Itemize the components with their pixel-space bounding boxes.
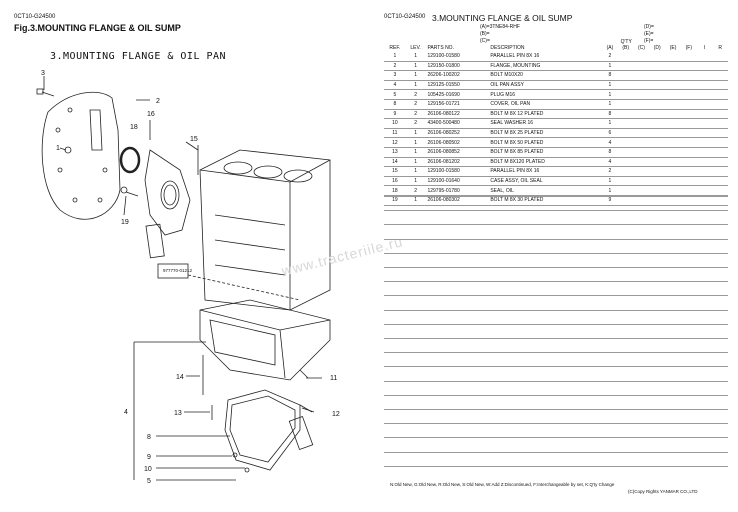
empty-cell xyxy=(618,167,634,177)
table-row xyxy=(384,61,728,71)
empty-cell xyxy=(665,80,681,90)
empty-cell xyxy=(712,119,728,129)
ruled-line xyxy=(384,466,728,467)
ruled-line xyxy=(384,452,728,453)
empty-cell xyxy=(634,157,650,167)
sealant-tube-3 xyxy=(289,417,312,450)
header-lev: LEV. xyxy=(410,44,421,51)
ref-cell: 5 xyxy=(384,90,406,100)
ref-cell: 13 xyxy=(384,147,406,157)
empty-cell xyxy=(634,90,650,100)
ruled-line xyxy=(384,281,728,282)
callout-2: 2 xyxy=(156,98,160,105)
copyright: (C)Copy Rights YANMAR CO.,LTD xyxy=(628,489,698,494)
header-qty-c: (C) xyxy=(637,44,645,51)
callout-19: 19 xyxy=(121,219,129,226)
ref-cell: 15 xyxy=(384,167,406,177)
tube-label-2: 977770-01212 xyxy=(163,268,193,273)
parts-no-cell: 26106-080252 xyxy=(425,128,488,138)
empty-cell xyxy=(697,109,713,119)
ruled-line xyxy=(384,423,728,424)
parts-no-cell: 129795-01780 xyxy=(425,186,488,196)
qty-a-cell: 1 xyxy=(602,186,618,196)
empty-cell xyxy=(697,90,713,100)
empty-cell xyxy=(712,99,728,109)
empty-cell xyxy=(618,176,634,186)
empty-cell xyxy=(649,167,665,177)
empty-cell xyxy=(665,186,681,196)
empty-cell xyxy=(649,80,665,90)
empty-cell xyxy=(681,71,697,81)
description-cell: BOLT M 8X 30 PLATED xyxy=(488,195,602,205)
empty-cell xyxy=(681,157,697,167)
qty-a-cell: 9 xyxy=(602,195,618,205)
empty-cell xyxy=(649,138,665,148)
empty-cell xyxy=(712,71,728,81)
model-e: (E)= xyxy=(644,31,654,37)
table-row xyxy=(384,157,728,167)
qty-a-cell: 4 xyxy=(602,157,618,167)
table-row xyxy=(384,71,728,81)
empty-cell xyxy=(634,167,650,177)
parts-table xyxy=(384,38,728,206)
ref-cell: 2 xyxy=(384,61,406,71)
empty-cell xyxy=(697,128,713,138)
empty-cell xyxy=(634,71,650,81)
empty-cell xyxy=(665,167,681,177)
empty-cell xyxy=(618,138,634,148)
model-b: (B)= xyxy=(480,31,490,37)
empty-cell xyxy=(634,176,650,186)
ref-cell: 19 xyxy=(384,195,406,205)
empty-cell xyxy=(712,109,728,119)
header-description: DESCRIPTION xyxy=(490,44,525,51)
empty-cell xyxy=(681,138,697,148)
empty-cell xyxy=(665,99,681,109)
empty-cell xyxy=(681,99,697,109)
empty-cell xyxy=(697,138,713,148)
callout-18: 18 xyxy=(130,124,138,131)
header-r: R xyxy=(718,44,722,51)
ruled-line xyxy=(384,324,728,325)
empty-cell xyxy=(634,109,650,119)
sealant-tube-1 xyxy=(146,224,164,258)
empty-cell xyxy=(618,109,634,119)
ruled-line xyxy=(384,224,728,225)
empty-cell xyxy=(634,147,650,157)
empty-cell xyxy=(649,119,665,129)
empty-cell xyxy=(681,186,697,196)
empty-cell xyxy=(697,71,713,81)
empty-cell xyxy=(618,186,634,196)
ruled-line xyxy=(384,409,728,410)
description-cell: SEAL, OIL xyxy=(488,186,602,196)
lev-cell: 1 xyxy=(406,128,426,138)
empty-cell xyxy=(618,52,634,61)
watermark: www.tracteriile.ru xyxy=(279,233,405,279)
ref-cell: 8 xyxy=(384,99,406,109)
empty-cell xyxy=(665,90,681,100)
empty-cell xyxy=(618,90,634,100)
header-qty-e: (E) xyxy=(669,44,677,51)
header-qty-f: (F) xyxy=(685,44,692,51)
page-code: 0CT10-G24500 xyxy=(14,14,56,20)
description-cell: CASE ASSY, OIL SEAL xyxy=(488,176,602,186)
cylinder-block xyxy=(200,150,330,310)
empty-cell xyxy=(712,157,728,167)
ref-cell: 12 xyxy=(384,138,406,148)
ruled-line xyxy=(384,338,728,339)
qty-a-cell: 6 xyxy=(602,128,618,138)
empty-cell xyxy=(697,119,713,129)
callout-8: 8 xyxy=(147,434,151,441)
description-cell: PARALLEL PIN 8X 16 xyxy=(488,52,602,61)
lev-cell: 2 xyxy=(406,186,426,196)
description-cell: BOLT M 8X 50 PLATED xyxy=(488,138,602,148)
ruled-line xyxy=(384,310,728,311)
empty-cell xyxy=(649,128,665,138)
description-cell: PLUG M16 xyxy=(488,90,602,100)
table-row xyxy=(384,80,728,90)
model-c: (C)= xyxy=(480,38,490,44)
header-i: I xyxy=(703,44,706,51)
description-cell: BOLT M 8X 12 PLATED xyxy=(488,109,602,119)
lev-cell: 1 xyxy=(406,52,426,61)
empty-cell xyxy=(665,157,681,167)
qty-a-cell: 1 xyxy=(602,176,618,186)
qty-a-cell: 8 xyxy=(602,147,618,157)
description-cell: BOLT M10X20 xyxy=(488,71,602,81)
empty-cell xyxy=(712,138,728,148)
empty-cell xyxy=(665,61,681,71)
empty-cell xyxy=(681,176,697,186)
lev-cell: 2 xyxy=(406,119,426,129)
lev-cell: 1 xyxy=(406,138,426,148)
empty-cell xyxy=(618,128,634,138)
empty-cell xyxy=(618,99,634,109)
description-cell: OIL PAN ASSY xyxy=(488,80,602,90)
empty-cell xyxy=(712,52,728,61)
table-row xyxy=(384,186,728,196)
qty-a-cell: 2 xyxy=(602,167,618,177)
ruled-line xyxy=(384,381,728,382)
table-row xyxy=(384,138,728,148)
empty-cell xyxy=(649,99,665,109)
empty-cell xyxy=(712,80,728,90)
empty-cell xyxy=(649,186,665,196)
empty-cell xyxy=(618,147,634,157)
empty-cell xyxy=(681,109,697,119)
empty-cell xyxy=(697,186,713,196)
lev-cell: 1 xyxy=(406,157,426,167)
qty-a-cell: 8 xyxy=(602,109,618,119)
mounting-flange xyxy=(42,92,120,219)
table-header xyxy=(384,43,728,52)
header-ref: REF. xyxy=(389,44,401,51)
empty-cell xyxy=(665,71,681,81)
empty-cell xyxy=(681,119,697,129)
oil-pan-cover xyxy=(225,390,300,470)
empty-cell xyxy=(712,147,728,157)
callout-15: 15 xyxy=(190,136,198,143)
empty-cell xyxy=(665,147,681,157)
callout-16: 16 xyxy=(147,111,155,118)
table-row xyxy=(384,90,728,100)
empty-cell xyxy=(681,80,697,90)
header-qty: Q'TY xyxy=(620,38,632,45)
parts-no-cell: 129100-01580 xyxy=(425,52,488,61)
header-qty-d: (D) xyxy=(653,44,661,51)
empty-cell xyxy=(712,186,728,196)
oil-pan xyxy=(200,300,330,380)
empty-cell xyxy=(634,80,650,90)
empty-cell xyxy=(618,119,634,129)
callout-11: 11 xyxy=(330,375,338,382)
empty-cell xyxy=(681,90,697,100)
ruled-line xyxy=(384,196,728,197)
parts-table-body xyxy=(384,52,728,205)
callout-3: 3 xyxy=(41,70,45,77)
ruled-line xyxy=(384,352,728,353)
empty-cell xyxy=(697,176,713,186)
parts-no-cell: 129156-01721 xyxy=(425,99,488,109)
empty-cell xyxy=(634,138,650,148)
empty-cell xyxy=(681,52,697,61)
ruled-line xyxy=(384,437,728,438)
empty-cell xyxy=(665,176,681,186)
callout-4: 4 xyxy=(124,409,128,416)
callout-14: 14 xyxy=(176,374,184,381)
empty-cell xyxy=(618,71,634,81)
ref-cell: 3 xyxy=(384,71,406,81)
qty-a-cell: 1 xyxy=(602,61,618,71)
parts-title: 3.MOUNTING FLANGE & OIL SUMP xyxy=(432,13,573,23)
empty-cell xyxy=(618,157,634,167)
empty-cell xyxy=(681,61,697,71)
oil-seal-case xyxy=(145,150,190,235)
table-row xyxy=(384,147,728,157)
ref-cell: 1 xyxy=(384,52,406,61)
lev-cell: 1 xyxy=(406,147,426,157)
description-cell: SEAL WASHER 16 xyxy=(488,119,602,129)
empty-cell xyxy=(649,147,665,157)
callout-5: 5 xyxy=(147,478,151,485)
oil-seal xyxy=(121,148,139,172)
table-row xyxy=(384,119,728,129)
empty-cell xyxy=(665,119,681,129)
qty-a-cell: 8 xyxy=(602,71,618,81)
parts-no-cell: 129100-01640 xyxy=(425,176,488,186)
empty-cell xyxy=(649,71,665,81)
empty-cell xyxy=(634,99,650,109)
description-cell: PARALLEL PIN 8X 16 xyxy=(488,167,602,177)
qty-a-cell: 1 xyxy=(602,90,618,100)
empty-cell xyxy=(712,176,728,186)
callout-9: 9 xyxy=(147,454,151,461)
parts-page-code: 0CT10-G24500 xyxy=(384,14,426,20)
qty-a-cell: 4 xyxy=(602,138,618,148)
lev-cell: 1 xyxy=(406,80,426,90)
qty-a-cell: 1 xyxy=(602,80,618,90)
empty-cell xyxy=(697,167,713,177)
empty-cell xyxy=(618,80,634,90)
parts-no-cell: 26206-100202 xyxy=(425,71,488,81)
qty-a-cell: 1 xyxy=(602,99,618,109)
model-d: (D)= xyxy=(644,24,654,30)
description-cell: FLANGE, MOUNTING xyxy=(488,61,602,71)
empty-cell xyxy=(712,167,728,177)
header-qty-a: Q'TY (A) xyxy=(606,38,632,51)
table-row xyxy=(384,52,728,61)
empty-cell xyxy=(649,52,665,61)
figure-title: Fig.3.MOUNTING FLANGE & OIL SUMP xyxy=(14,23,181,33)
header-qty-b: (B) xyxy=(622,44,630,51)
qty-a-cell: 2 xyxy=(602,52,618,61)
parts-no-cell: 26106-081202 xyxy=(425,157,488,167)
ref-cell: 18 xyxy=(384,186,406,196)
empty-cell xyxy=(649,157,665,167)
table-row xyxy=(384,167,728,177)
description-cell: BOLT M 8X120 PLATED xyxy=(488,157,602,167)
lev-cell: 1 xyxy=(406,71,426,81)
lev-cell: 2 xyxy=(406,99,426,109)
callout-12: 12 xyxy=(332,411,340,418)
parts-no-cell: 129125-01550 xyxy=(425,80,488,90)
ruled-line xyxy=(384,267,728,268)
parts-no-cell: 26106-080852 xyxy=(425,147,488,157)
description-cell: COVER, OIL PAN xyxy=(488,99,602,109)
table-row xyxy=(384,99,728,109)
parts-no-cell: 26106-080122 xyxy=(425,109,488,119)
empty-cell xyxy=(618,61,634,71)
empty-cell xyxy=(649,90,665,100)
callout-10: 10 xyxy=(144,466,152,473)
ruled-line xyxy=(384,253,728,254)
description-cell: BOLT M 8X 85 PLATED xyxy=(488,147,602,157)
empty-cell xyxy=(649,61,665,71)
header-parts-no: PARTS NO. xyxy=(427,44,454,51)
ref-cell: 10 xyxy=(384,119,406,129)
parts-no-cell: 129100-01580 xyxy=(425,167,488,177)
qty-a-cell: 1 xyxy=(602,119,618,129)
empty-cell xyxy=(634,128,650,138)
empty-cell xyxy=(697,157,713,167)
legend-footer: N:Old New, G:Old New, R:Old New, S:Old New, W:Add Z:Discontinued, F:Interchangeable by set, K:Q'ty Change xyxy=(390,482,615,487)
ruled-line xyxy=(384,395,728,396)
empty-cell xyxy=(697,80,713,90)
lev-cell: 1 xyxy=(406,167,426,177)
empty-cell xyxy=(712,90,728,100)
table-row xyxy=(384,109,728,119)
parts-no-cell: 26106-080302 xyxy=(425,195,488,205)
ruled-line xyxy=(384,210,728,211)
empty-cell xyxy=(681,128,697,138)
empty-cell xyxy=(712,128,728,138)
description-cell: BOLT M 8X 25 PLATED xyxy=(488,128,602,138)
parts-no-cell: 129150-01800 xyxy=(425,61,488,71)
lev-cell: 1 xyxy=(406,61,426,71)
empty-cell xyxy=(681,167,697,177)
empty-cell xyxy=(665,138,681,148)
model-a: (A)=3TNE84-RHF xyxy=(480,24,520,30)
parts-no-cell: 43400-500480 xyxy=(425,119,488,129)
lev-cell: 1 xyxy=(406,176,426,186)
ref-cell: 11 xyxy=(384,128,406,138)
ruled-line xyxy=(384,239,728,240)
empty-cell xyxy=(634,52,650,61)
ref-cell: 9 xyxy=(384,109,406,119)
empty-cell xyxy=(634,186,650,196)
ruled-line xyxy=(384,366,728,367)
ref-cell: 4 xyxy=(384,80,406,90)
lev-cell: 2 xyxy=(406,90,426,100)
empty-cell xyxy=(697,147,713,157)
empty-cell xyxy=(634,119,650,129)
ref-cell: 16 xyxy=(384,176,406,186)
callout-1: 1 xyxy=(56,145,60,152)
lev-cell: 2 xyxy=(406,109,426,119)
empty-cell xyxy=(665,128,681,138)
ref-cell: 14 xyxy=(384,157,406,167)
parts-no-cell: 26106-080502 xyxy=(425,138,488,148)
empty-cell xyxy=(681,147,697,157)
ruled-line xyxy=(384,295,728,296)
callout-13: 13 xyxy=(174,410,182,417)
empty-cell xyxy=(712,61,728,71)
empty-cell xyxy=(634,61,650,71)
handwritten-title: 3.MOUNTING FLANGE & OIL PAN xyxy=(50,51,227,62)
table-row xyxy=(384,176,728,186)
empty-cell xyxy=(649,176,665,186)
empty-cell xyxy=(697,61,713,71)
empty-cell xyxy=(665,52,681,61)
empty-cell xyxy=(697,52,713,61)
lev-cell: 1 xyxy=(406,195,426,205)
table-row xyxy=(384,128,728,138)
empty-cell xyxy=(665,109,681,119)
parts-no-cell: 105425-01690 xyxy=(425,90,488,100)
empty-cell xyxy=(697,99,713,109)
model-f: (F)= xyxy=(644,38,654,44)
empty-cell xyxy=(649,109,665,119)
